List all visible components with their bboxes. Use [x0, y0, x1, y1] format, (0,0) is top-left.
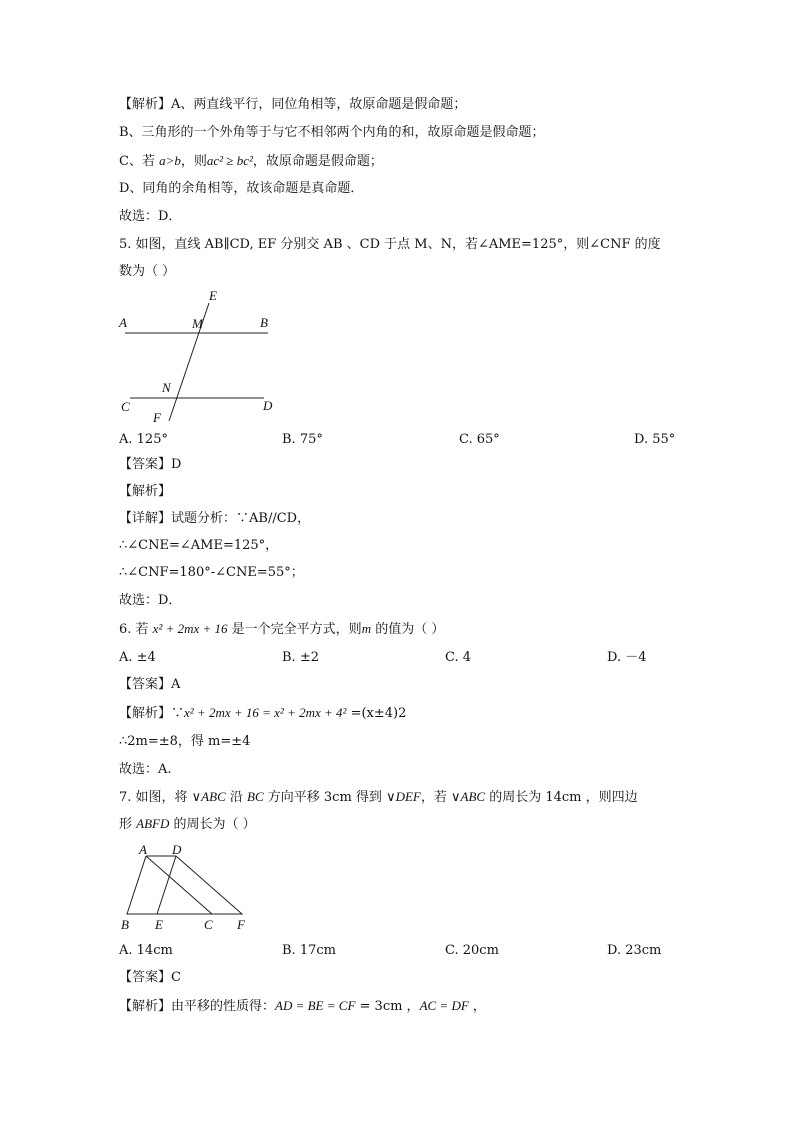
q6-analysis-2: ∴2m=±8，得 m=±4 [119, 734, 251, 749]
math-inline: ∨ABC [191, 789, 226, 804]
q5-select: 故选：D． [119, 593, 182, 608]
question-5-stem-1: 5. 如图，直线 AB∥CD, EF 分别交 AB 、CD 于点 M、N，若∠AME=125°，则∠CNF 的度 [119, 237, 661, 252]
q5-option-d: D. 55° [634, 432, 676, 447]
text-fragment: 【解析】∵ [119, 706, 185, 721]
q6-option-b: B. ±2 [282, 650, 319, 665]
text-fragment: 是一个完全平方式，则 [227, 622, 362, 637]
text-fragment: 7. 如图，将 [119, 790, 192, 805]
label-f: F [237, 917, 245, 932]
label-b: B [121, 917, 129, 932]
math-inline: m [361, 621, 372, 636]
text-fragment: 的值为（ ） [371, 622, 445, 637]
math-inline: a>b [159, 153, 181, 168]
q5-option-c: C. 65° [459, 432, 500, 447]
analysis-line-2: B、三角形的一个外角等于与它不相邻两个内角的和，故原命题是假命题； [119, 125, 545, 140]
label-a: A [119, 315, 127, 330]
text-fragment: ，若 [420, 790, 451, 805]
q5-detail-3: ∴∠CNF=180°-∠CNE=55°； [119, 565, 304, 580]
question-5-stem-2: 数为（ ） [119, 264, 176, 279]
label-b: B [260, 315, 268, 330]
q6-option-a: A. ±4 [119, 650, 156, 665]
label-e: E [209, 288, 217, 303]
text-fragment: = 3cm ， [355, 999, 420, 1014]
label-e: E [155, 917, 163, 932]
q6-select: 故选：A. [119, 762, 172, 777]
label-m: M [192, 316, 203, 331]
text-fragment: 方向平移 3cm 得到 [263, 790, 387, 805]
label-a: A [139, 842, 147, 857]
text-fragment: =(x±4)2 [346, 706, 407, 721]
triangle-def [157, 856, 242, 914]
math-inline: ∨ABC [451, 789, 486, 804]
label-c: C [121, 399, 130, 414]
q5-detail-1: 【详解】试题分析：∵AB//CD， [119, 511, 311, 526]
label-f: F [153, 410, 161, 425]
text-fragment: 的周长为 14cm ，则四边 [485, 790, 638, 805]
q5-option-b: B. 75° [282, 432, 323, 447]
label-d: D [172, 842, 182, 857]
q7-option-a: A. 14cm [119, 943, 173, 958]
text-fragment: 【解析】由平移的性质得： [119, 999, 276, 1014]
q5-jiexi: 【解析】 [119, 484, 172, 499]
q6-option-c: C. 4 [445, 650, 472, 665]
text-fragment: ，故原命题是假命题； [252, 154, 383, 169]
text-fragment: 沿 [225, 790, 248, 805]
text-fragment: ， [468, 999, 486, 1014]
math-inline: ∨DEF [386, 789, 421, 804]
q7-option-c: C. 20cm [445, 943, 499, 958]
label-c: C [204, 917, 213, 932]
math-inline: BC [247, 789, 264, 804]
text-fragment: C、若 [119, 154, 160, 169]
q5-detail-2: ∴∠CNE=∠AME=125°， [119, 538, 279, 553]
text-fragment: 形 [119, 817, 137, 832]
analysis-line-5: 故选：D． [119, 209, 182, 224]
q5-option-a: A. 125° [119, 432, 168, 447]
math-inline: ac² ≥ bc² [206, 153, 253, 168]
q7-answer: 【答案】C [119, 970, 181, 985]
math-inline: AD = BE = CF [275, 998, 356, 1013]
triangle-abc [127, 856, 212, 914]
math-inline: AC = DF [419, 998, 469, 1013]
q5-answer: 【答案】D [119, 457, 182, 472]
text-fragment: 6. 若 [119, 622, 153, 637]
q7-analysis-1 [119, 997, 486, 1016]
text-fragment: 的周长为（ ） [169, 817, 256, 832]
math-inline: x² + 2mx + 16 = x² + 2mx + 4² [184, 705, 347, 720]
math-inline: x² + 2mx + 16 [152, 621, 228, 636]
label-d: D [263, 398, 273, 413]
q7-option-b: B. 17cm [282, 943, 336, 958]
analysis-line-4: D、同角的余角相等，故该命题是真命题． [119, 181, 364, 196]
math-inline: ABFD [136, 816, 170, 831]
q6-answer: 【答案】A [119, 677, 181, 692]
analysis-line-1: 【解析】A、两直线平行，同位角相等，故原命题是假命题； [119, 97, 467, 112]
q6-option-d: D. －4 [607, 650, 647, 665]
text-fragment: ，则 [180, 154, 207, 169]
q7-option-d: D. 23cm [607, 943, 662, 958]
label-n: N [162, 380, 171, 395]
